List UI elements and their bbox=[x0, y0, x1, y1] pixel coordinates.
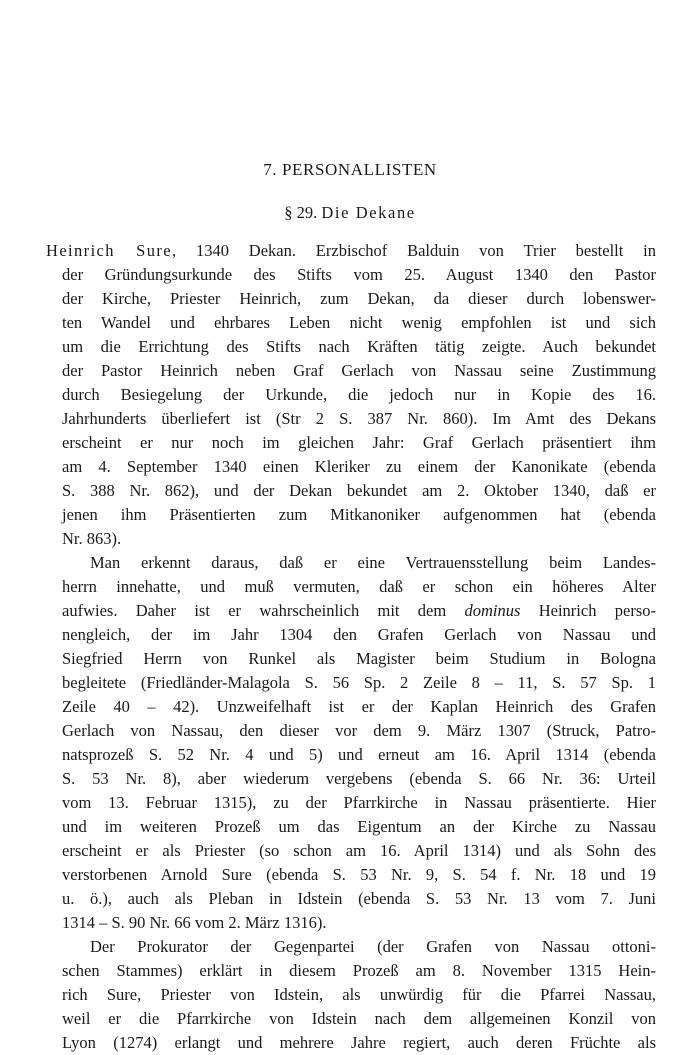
text-line-with-italic: aufwies. Daher ist er wahrscheinlich mit dem dominus Heinrich perso- bbox=[62, 601, 656, 620]
text-line: erscheint er nur noch im gleichen Jahr: Graf Gerlach präsentiert ihm bbox=[62, 433, 656, 452]
chapter-title: 7. PERSONALLISTEN bbox=[263, 160, 437, 179]
text-line: erscheint er als Priester (so schon am 16. April 1314) und als Sohn des bbox=[62, 841, 656, 860]
entry-first-line bbox=[46, 239, 656, 263]
text-line: weil er die Pfarrkirche von Idstein nach dem allgemeinen Konzil von bbox=[62, 1009, 656, 1028]
text-line: durch Besiegelung der Urkunde, die jedoch nur in Kopie des 16. bbox=[62, 385, 656, 404]
text-line: S. 388 Nr. 862), und der Dekan bekundet am 2. Oktober 1340, daß er bbox=[62, 481, 656, 500]
text-line: ten Wandel und ehrbares Leben nicht wenig empfohlen ist und sich bbox=[62, 313, 656, 332]
text-line: am 4. September 1340 einen Kleriker zu einem der Kanonikate (ebenda bbox=[62, 457, 656, 476]
text-line: begleitete (Friedländer-Malagola S. 56 Sp. 2 Zeile 8 – 11, S. 57 Sp. 1 bbox=[62, 673, 656, 692]
text-line: natsprozeß S. 52 Nr. 4 und 5) und erneut am 16. April 1314 (ebenda bbox=[62, 745, 656, 764]
text-line: vom 13. Februar 1315), zu der Pfarrkirche in Nassau präsentierte. Hier bbox=[62, 793, 656, 812]
text-line: verstorbenen Arnold Sure (ebenda S. 53 Nr. 9, S. 54 f. Nr. 18 und 19 bbox=[62, 865, 656, 884]
text-line: Nr. 863). bbox=[62, 529, 122, 548]
text-line: jenen ihm Präsentierten zum Mitkanoniker aufgenommen hat (ebenda bbox=[62, 505, 656, 524]
text-line: Jahrhunderts überliefert ist (Str 2 S. 387 Nr. 860). Im Amt des Dekans bbox=[62, 409, 656, 428]
text-line: nengleich, der im Jahr 1304 den Grafen Gerlach von Nassau und bbox=[62, 625, 656, 644]
text-line: S. 53 Nr. 8), aber wiederum vergebens (ebenda S. 66 Nr. 36: Urteil bbox=[62, 769, 656, 788]
text-line: Zeile 40 – 42). Unzweifelhaft ist er der Kaplan Heinrich des Grafen bbox=[62, 697, 656, 716]
text-line: herrn innehatte, und muß vermuten, daß er schon ein höheres Alter bbox=[62, 577, 656, 596]
text-line: Der Prokurator der Gegenpartei (der Grafen von Nassau ottoni- bbox=[90, 937, 656, 956]
text-line: Gerlach von Nassau, den dieser vor dem 9. März 1307 (Struck, Patro- bbox=[62, 721, 656, 740]
text-line: rich Sure, Priester von Idstein, als unwürdig für die Pfarrei Nassau, bbox=[62, 985, 656, 1004]
italic-word: dominus bbox=[464, 601, 521, 620]
text-line: der Kirche, Priester Heinrich, zum Dekan, da dieser durch lobenswer- bbox=[62, 289, 656, 308]
text-line: der Gründungsurkunde des Stifts vom 25. August 1340 den Pastor bbox=[62, 265, 656, 284]
text-line: der Pastor Heinrich neben Graf Gerlach von Nassau seine Zustimmung bbox=[62, 361, 656, 380]
text-line: um die Errichtung des Stifts nach Kräften tätig zeigte. Auch bekundet bbox=[62, 337, 656, 356]
text-line: schen Stammes) erklärt in diesem Prozeß am 8. November 1315 Hein- bbox=[62, 961, 656, 980]
text-line: Siegfried Herrn von Runkel als Magister beim Studium in Bologna bbox=[62, 649, 656, 668]
text-line: Lyon (1274) erlangt und mehrere Jahre regiert, auch deren Früchte als bbox=[62, 1033, 656, 1052]
entry-lead: , 1340 Dekan. Erzbischof Balduin von Trier bestellt in bbox=[172, 241, 656, 260]
text-line: 1314 – S. 90 Nr. 66 vom 2. März 1316). bbox=[62, 913, 327, 932]
text-line: Man erkennt daraus, daß er eine Vertrauensstellung beim Landes- bbox=[90, 553, 656, 572]
section-number: § 29. bbox=[284, 203, 318, 222]
text-line: u. ö.), auch als Pleban in Idstein (ebenda S. 53 Nr. 13 vom 7. Juni bbox=[62, 889, 656, 908]
section-heading bbox=[0, 203, 700, 223]
entry-name: Heinrich Sure bbox=[46, 241, 172, 260]
text-line: und im weiteren Prozeß um das Eigentum an der Kirche zu Nassau bbox=[62, 817, 656, 836]
section-title: Die Dekane bbox=[321, 203, 416, 222]
